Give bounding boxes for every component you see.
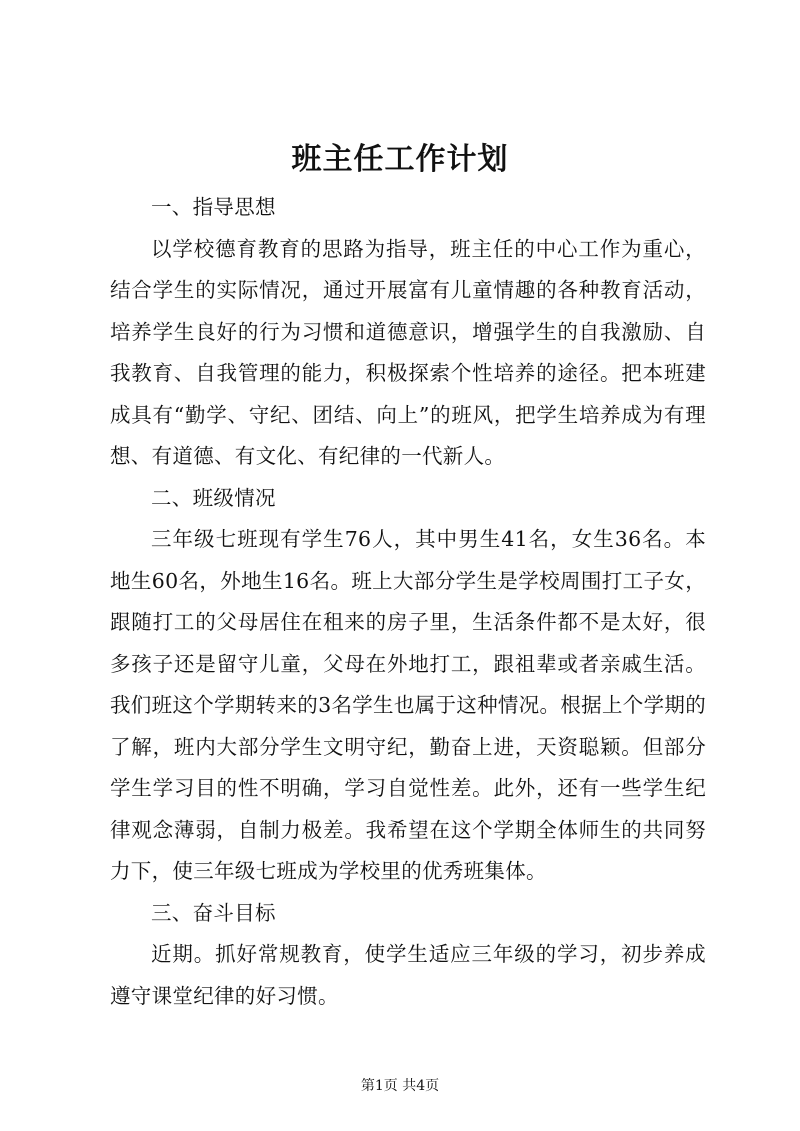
document-title: 班主任工作计划 <box>291 142 509 177</box>
paragraph-goals-near-term: 近期。抓好常规教育，使学生适应三年级的学习，初步养成遵守课堂纪律的好习惯。 <box>110 942 706 1008</box>
paragraph-guiding-thought: 以学校德育教育的思路为指导，班主任的中心工作为重心，结合学生的实际情况，通过开展富有儿童情趣的各种教育活动，培养学生良好的行为习惯和道德意识，增强学生的自我激励、自我教育、自我管理的能力，积极探索个性培养的途径。把本班建成具有“勤学、守纪、团结、向上”的班风，把学生培养成为有理想、有道德、有文化、有纪律的一代新人。 <box>110 236 706 468</box>
section-heading-guiding-thought: 一、指导思想 <box>151 195 276 219</box>
paragraph-class-situation: 三年级七班现有学生76人，其中男生41名，女生36名。本地生60名，外地生16名。班上大部分学生是学校周围打工子女，跟随打工的父母居住在租来的房子里，生活条件都不是太好，很多孩子还是留守儿童，父母在外地打工，跟祖辈或者亲戚生活。我们班这个学期转来的3名学生也属于这种情况。根据上个学期的了解，班内大部分学生文明守纪，勤奋上进，天资聪颖。但部分学生学习目的性不明确，学习自觉性差。此外，还有一些学生纪律观念薄弱，自制力极差。我希望在这个学期全体师生的共同努力下，使三年级七班成为学校里的优秀班集体。 <box>110 527 706 883</box>
page-number-footer: 第1页 共4页 <box>360 1078 440 1094</box>
section-heading-class-situation: 二、班级情况 <box>151 485 276 510</box>
document-body <box>110 187 706 1017</box>
section-heading-goals: 三、奋斗目标 <box>151 900 276 925</box>
